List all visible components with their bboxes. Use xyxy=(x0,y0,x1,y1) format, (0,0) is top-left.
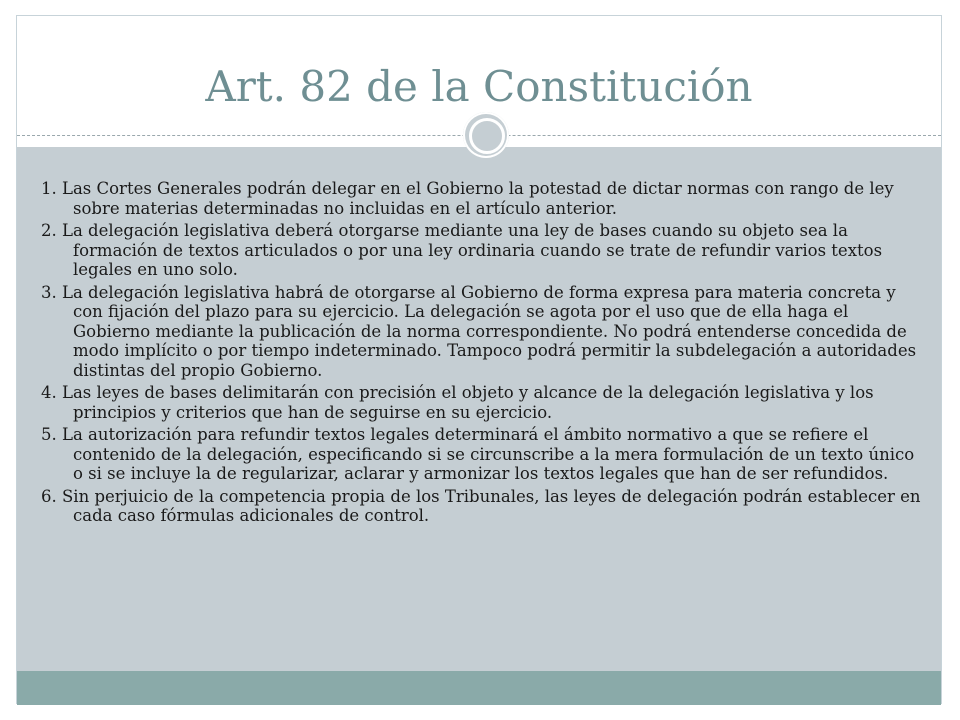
footer-bar xyxy=(17,671,941,705)
slide-title: Art. 82 de la Constitución xyxy=(205,62,753,111)
content-area xyxy=(17,147,941,671)
article-body xyxy=(41,179,921,529)
article-paragraph-1: 1. Las Cortes Generales podrán delegar en el Gobierno la potestad de dictar normas con rango de ley sobre materias determinadas no incluidas en el artículo anterior. xyxy=(41,179,894,218)
article-paragraph-4: 4. Las leyes de bases delimitarán con precisión el objeto y alcance de la delegación legislativa y los principios y criterios que han de seguirse en su ejercicio. xyxy=(41,383,874,422)
slide-frame xyxy=(16,15,942,704)
article-paragraph-3: 3. La delegación legislativa habrá de otorgarse al Gobierno de forma expresa para materia concreta y con fijación del plazo para su ejercicio. La delegación se agota por el uso que de ella haga el Gobierno mediante la publicación de la norma correspondiente. No podrá entenderse concedida de modo implícito o por tiempo indeterminado. Tampoco podrá permitir la subdelegación a autoridades distintas del propio Gobierno. xyxy=(41,282,917,380)
article-paragraph-6: 6. Sin perjuicio de la competencia propia de los Tribunales, las leyes de delegación podrán establecer en cada caso fórmulas adicionales de control. xyxy=(41,486,921,525)
article-paragraph-5: 5. La autorización para refundir textos legales determinará el ámbito normativo a que se refiere el contenido de la delegación, especificando si se circunscribe a la mera formulación de un texto único o si se incluye la de regularizar, aclarar y armonizar los textos legales que han de ser refundidos. xyxy=(41,425,915,483)
article-paragraph-2: 2. La delegación legislativa deberá otorgarse mediante una ley de bases cuando su objeto sea la formación de textos articulados o por una ley ordinaria cuando se trate de refundir varios textos legales en uno solo. xyxy=(41,221,883,279)
circle-ornament-icon xyxy=(463,112,509,158)
